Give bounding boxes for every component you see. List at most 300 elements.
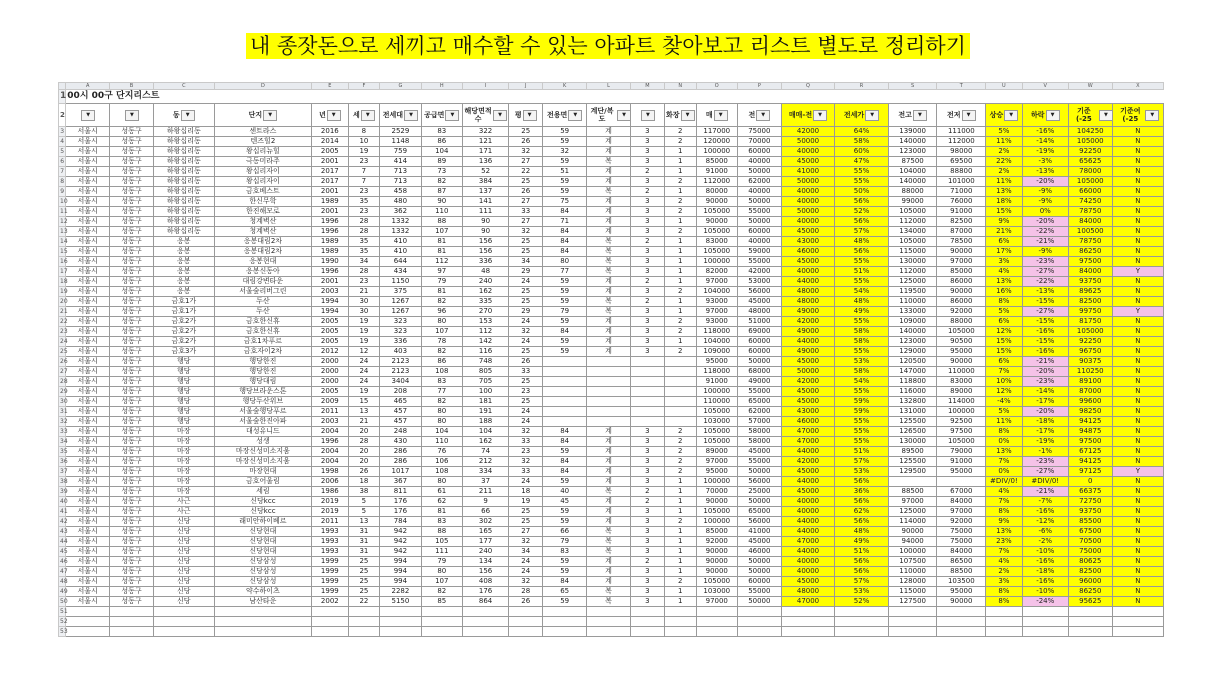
cell[interactable]: 2	[630, 237, 664, 247]
cell[interactable]: 7%	[986, 497, 1023, 507]
cell[interactable]: 375	[380, 287, 421, 297]
spreadsheet[interactable]	[58, 82, 1164, 684]
cell[interactable]: 176	[380, 507, 421, 517]
cell[interactable]: 3	[630, 337, 664, 347]
cell[interactable]: 80000	[696, 187, 737, 197]
cell[interactable]: 47000	[781, 427, 835, 437]
cell[interactable]: 5150	[380, 597, 421, 607]
cell[interactable]: 서울시	[66, 487, 110, 497]
header-cell[interactable]	[380, 104, 421, 127]
cell[interactable]: 45	[543, 497, 587, 507]
cell[interactable]: 59	[543, 477, 587, 487]
cell[interactable]: 38	[348, 487, 380, 497]
cell[interactable]: 2001	[312, 277, 349, 287]
cell[interactable]: 85	[421, 597, 462, 607]
cell[interactable]: 50000	[781, 137, 835, 147]
cell[interactable]: 50000	[737, 557, 781, 567]
cell[interactable]: 942	[380, 547, 421, 557]
cell[interactable]: 32	[509, 227, 543, 237]
cell[interactable]	[664, 617, 696, 627]
cell[interactable]: 서울시	[66, 537, 110, 547]
filter-dropdown-icon[interactable]: ▼	[865, 110, 879, 121]
cell[interactable]: N	[1112, 167, 1163, 177]
cell[interactable]: 994	[380, 557, 421, 567]
cell[interactable]: 171	[462, 147, 508, 157]
cell[interactable]: 25	[509, 237, 543, 247]
header-cell[interactable]	[312, 104, 349, 127]
cell[interactable]: 1332	[380, 227, 421, 237]
cell[interactable]: 42000	[781, 457, 835, 467]
cell[interactable]: -19%	[1022, 147, 1068, 157]
cell[interactable]: 80	[421, 567, 462, 577]
cell[interactable]: 118000	[696, 367, 737, 377]
cell[interactable]: 성동구	[110, 257, 154, 267]
cell[interactable]: 3	[630, 317, 664, 327]
cell[interactable]: N	[1112, 247, 1163, 257]
cell[interactable]: -23%	[1022, 377, 1068, 387]
cell[interactable]: 92500	[937, 417, 986, 427]
cell[interactable]: 하왕십리동	[153, 167, 214, 177]
cell[interactable]: 성동구	[110, 217, 154, 227]
cell[interactable]	[1068, 607, 1112, 617]
cell[interactable]: 96750	[1068, 347, 1112, 357]
cell[interactable]: 27	[509, 157, 543, 167]
cell[interactable]: 50000	[737, 167, 781, 177]
cell[interactable]: 336	[380, 337, 421, 347]
cell[interactable]: 성동구	[110, 297, 154, 307]
cell[interactable]	[312, 617, 349, 627]
cell[interactable]: 105000	[696, 247, 737, 257]
row-number[interactable]: 40	[60, 498, 68, 505]
cell[interactable]: 서울시	[66, 457, 110, 467]
cell[interactable]: 208	[380, 387, 421, 397]
cell[interactable]: 1	[664, 297, 696, 307]
cell[interactable]: 2	[664, 347, 696, 357]
cell[interactable]: N	[1112, 217, 1163, 227]
cell[interactable]: 신당kcc	[214, 497, 311, 507]
cell[interactable]: 2282	[380, 587, 421, 597]
cell[interactable]: 1996	[312, 437, 349, 447]
cell[interactable]: N	[1112, 327, 1163, 337]
cell[interactable]: 0%	[986, 467, 1023, 477]
cell[interactable]: 42000	[781, 127, 835, 137]
column-letter-A[interactable]: A	[66, 83, 110, 90]
cell[interactable]: 46000	[781, 417, 835, 427]
cell[interactable]: 362	[380, 207, 421, 217]
cell[interactable]: 31	[348, 537, 380, 547]
cell[interactable]: 서울시	[66, 367, 110, 377]
cell[interactable]: 105000	[696, 207, 737, 217]
cell[interactable]: 103500	[937, 577, 986, 587]
cell[interactable]: -19%	[1022, 437, 1068, 447]
cell[interactable]: N	[1112, 347, 1163, 357]
cell[interactable]: 94125	[1068, 457, 1112, 467]
cell[interactable]: 하왕십리동	[153, 197, 214, 207]
cell[interactable]: 15%	[986, 337, 1023, 347]
cell[interactable]: 1994	[312, 307, 349, 317]
cell[interactable]: 12	[348, 347, 380, 357]
cell[interactable]: 19	[348, 147, 380, 157]
cell[interactable]: 22	[348, 597, 380, 607]
cell[interactable]: 71000	[937, 187, 986, 197]
cell[interactable]: 79000	[937, 447, 986, 457]
cell[interactable]: 행당대림	[214, 377, 311, 387]
header-cell[interactable]	[66, 104, 110, 127]
cell[interactable]: 47%	[835, 157, 889, 167]
cell[interactable]: 80	[421, 417, 462, 427]
cell[interactable]: 29	[509, 307, 543, 317]
cell[interactable]: 112000	[937, 137, 986, 147]
cell[interactable]: 56%	[835, 517, 889, 527]
cell[interactable]: 35	[348, 197, 380, 207]
cell[interactable]: 1	[664, 187, 696, 197]
cell[interactable]	[630, 387, 664, 397]
cell[interactable]: 계	[587, 437, 631, 447]
cell[interactable]: 88000	[937, 317, 986, 327]
cell[interactable]: 행당	[153, 387, 214, 397]
cell[interactable]: 서울시	[66, 597, 110, 607]
cell[interactable]: 2004	[312, 457, 349, 467]
cell[interactable]: 2001	[312, 187, 349, 197]
cell[interactable]: 11%	[986, 417, 1023, 427]
cell[interactable]: 서울시	[66, 127, 110, 137]
cell[interactable]: 성동구	[110, 517, 154, 527]
header-cell[interactable]	[835, 104, 889, 127]
cell[interactable]: 1	[664, 477, 696, 487]
cell[interactable]	[110, 617, 154, 627]
row-number[interactable]: 39	[60, 488, 68, 495]
cell[interactable]: N	[1112, 137, 1163, 147]
row-number[interactable]: 2	[59, 104, 66, 127]
header-cell[interactable]	[587, 104, 631, 127]
cell[interactable]: 13%	[986, 447, 1023, 457]
cell[interactable]: N	[1112, 557, 1163, 567]
cell[interactable]: 156	[462, 567, 508, 577]
cell[interactable]: -12%	[1022, 517, 1068, 527]
cell[interactable]: 116	[462, 347, 508, 357]
cell[interactable]: 2005	[312, 387, 349, 397]
cell[interactable]: 24	[348, 357, 380, 367]
cell[interactable]: 19	[509, 497, 543, 507]
cell[interactable]: 26	[348, 467, 380, 477]
cell[interactable]: 99750	[1068, 307, 1112, 317]
row-number[interactable]: 49	[60, 588, 68, 595]
cell[interactable]: 2	[630, 167, 664, 177]
cell[interactable]: 58%	[835, 367, 889, 377]
row-number[interactable]: 36	[60, 458, 68, 465]
cell[interactable]	[781, 607, 835, 617]
cell[interactable]: 서울시	[66, 557, 110, 567]
cell[interactable]: -18%	[1022, 567, 1068, 577]
cell[interactable]: 12%	[986, 327, 1023, 337]
cell[interactable]: 계	[587, 517, 631, 527]
cell[interactable]: 마장신성미소지움	[214, 447, 311, 457]
cell[interactable]: 53000	[737, 277, 781, 287]
cell[interactable]: N	[1112, 277, 1163, 287]
cell[interactable]: -20%	[1022, 177, 1068, 187]
cell[interactable]: 2002	[312, 597, 349, 607]
cell[interactable]: 래미안하이베르	[214, 517, 311, 527]
cell[interactable]: 109000	[696, 347, 737, 357]
cell[interactable]: -21%	[1022, 487, 1068, 497]
cell[interactable]	[587, 417, 631, 427]
cell[interactable]: 하왕십리동	[153, 187, 214, 197]
cell[interactable]: 110000	[937, 367, 986, 377]
cell[interactable]: 83	[421, 127, 462, 137]
cell[interactable]: 59	[543, 347, 587, 357]
cell[interactable]: 92250	[1068, 337, 1112, 347]
cell[interactable]: 70500	[1068, 537, 1112, 547]
cell[interactable]: 80	[421, 407, 462, 417]
header-cell[interactable]	[630, 104, 664, 127]
cell[interactable]: 2	[664, 427, 696, 437]
cell[interactable]: 105000	[696, 577, 737, 587]
cell[interactable]: 103000	[696, 417, 737, 427]
cell[interactable]: 89	[421, 157, 462, 167]
cell[interactable]: 25	[509, 517, 543, 527]
cell[interactable]: 156	[462, 237, 508, 247]
cell[interactable]: 성동구	[110, 177, 154, 187]
cell[interactable]: 2	[630, 497, 664, 507]
cell[interactable]: 서울시	[66, 207, 110, 217]
cell[interactable]: 78000	[1068, 167, 1112, 177]
cell[interactable]: 35	[348, 247, 380, 257]
cell[interactable]: 211	[462, 487, 508, 497]
cell[interactable]	[543, 617, 587, 627]
cell[interactable]: 131000	[888, 407, 937, 417]
cell[interactable]: 67500	[1068, 527, 1112, 537]
cell[interactable]: 24	[509, 337, 543, 347]
cell[interactable]: 77	[421, 387, 462, 397]
cell[interactable]	[737, 627, 781, 637]
cell[interactable]: 111000	[937, 127, 986, 137]
cell[interactable]: 162	[462, 287, 508, 297]
cell[interactable]: 40000	[781, 187, 835, 197]
cell[interactable]: 복	[587, 487, 631, 497]
cell[interactable]: 65000	[737, 507, 781, 517]
cell[interactable]: 계	[587, 127, 631, 137]
cell[interactable]: 신당	[153, 587, 214, 597]
cell[interactable]: 57%	[835, 227, 889, 237]
cell[interactable]: 130000	[888, 437, 937, 447]
cell[interactable]	[1112, 607, 1163, 617]
column-letter-F[interactable]: F	[348, 83, 380, 90]
cell[interactable]: 대림강변타운	[214, 277, 311, 287]
row-number[interactable]: 28	[60, 378, 68, 385]
cell[interactable]: 24	[509, 277, 543, 287]
cell[interactable]	[937, 607, 986, 617]
cell[interactable]: 64%	[835, 127, 889, 137]
cell[interactable]: 90000	[937, 597, 986, 607]
cell[interactable]	[66, 627, 110, 637]
cell[interactable]: 87000	[1068, 387, 1112, 397]
cell[interactable]: 41000	[781, 167, 835, 177]
cell[interactable]: 118800	[888, 377, 937, 387]
cell[interactable]: 86	[421, 137, 462, 147]
cell[interactable]	[421, 617, 462, 627]
cell[interactable]: 2529	[380, 127, 421, 137]
row-number[interactable]: 26	[60, 358, 68, 365]
cell[interactable]: 하왕십리동	[153, 227, 214, 237]
cell[interactable]: N	[1112, 297, 1163, 307]
cell[interactable]: 92000	[937, 517, 986, 527]
cell[interactable]: 942	[380, 527, 421, 537]
row-number[interactable]: 53	[60, 628, 68, 635]
cell[interactable]: 서울시	[66, 267, 110, 277]
cell[interactable]: 44000	[781, 517, 835, 527]
cell[interactable]: 111	[421, 547, 462, 557]
cell[interactable]: 45000	[781, 387, 835, 397]
cell[interactable]	[986, 607, 1023, 617]
cell[interactable]: 성동구	[110, 587, 154, 597]
cell[interactable]: 105000	[888, 207, 937, 217]
cell[interactable]: 신당삼성	[214, 557, 311, 567]
cell[interactable]: 서울시	[66, 167, 110, 177]
cell[interactable]: 계	[587, 347, 631, 357]
cell[interactable]: 62000	[737, 177, 781, 187]
cell[interactable]: 55%	[835, 387, 889, 397]
cell[interactable]: 2001	[312, 157, 349, 167]
cell[interactable]: 91000	[937, 457, 986, 467]
cell[interactable]: 384	[462, 177, 508, 187]
cell[interactable]: 56000	[737, 477, 781, 487]
cell[interactable]: 110000	[888, 567, 937, 577]
cell[interactable]: 104000	[696, 287, 737, 297]
cell[interactable]: 서울시	[66, 137, 110, 147]
cell[interactable]: 107	[421, 227, 462, 237]
cell[interactable]: 15%	[986, 207, 1023, 217]
cell[interactable]: 복	[587, 587, 631, 597]
cell[interactable]: 1150	[380, 277, 421, 287]
cell[interactable]: 24	[509, 317, 543, 327]
cell[interactable]: 서울시	[66, 197, 110, 207]
cell[interactable]: 서울시	[66, 447, 110, 457]
column-letter-N[interactable]: N	[664, 83, 696, 90]
filter-dropdown-icon[interactable]: ▼	[568, 110, 582, 121]
cell[interactable]: 58000	[737, 427, 781, 437]
cell[interactable]	[1068, 617, 1112, 627]
cell[interactable]: 23	[509, 387, 543, 397]
column-letter-O[interactable]: O	[696, 83, 737, 90]
cell[interactable]: 50000	[737, 597, 781, 607]
cell[interactable]: 86	[421, 357, 462, 367]
cell[interactable]: 100000	[696, 517, 737, 527]
cell[interactable]: 1	[664, 527, 696, 537]
cell[interactable]: 408	[462, 577, 508, 587]
cell[interactable]: 134	[462, 557, 508, 567]
cell[interactable]: 110	[421, 207, 462, 217]
column-letter-X[interactable]: X	[1112, 83, 1163, 90]
cell[interactable]: 367	[380, 477, 421, 487]
cell[interactable]: -3%	[1022, 157, 1068, 167]
cell[interactable]: 48000	[781, 297, 835, 307]
cell[interactable]: 복	[587, 527, 631, 537]
cell[interactable]: 90	[462, 227, 508, 237]
cell[interactable]: 1999	[312, 577, 349, 587]
cell[interactable]: 계	[587, 447, 631, 457]
row-number[interactable]: 5	[60, 148, 65, 155]
cell[interactable]	[153, 627, 214, 637]
cell[interactable]: 29	[509, 267, 543, 277]
cell[interactable]: 40000	[781, 557, 835, 567]
cell[interactable]: 66375	[1068, 487, 1112, 497]
cell[interactable]: 60000	[737, 577, 781, 587]
cell[interactable]: 105000	[696, 427, 737, 437]
header-cell[interactable]	[421, 104, 462, 127]
cell[interactable]	[421, 607, 462, 617]
filter-dropdown-icon[interactable]: ▼	[125, 110, 139, 121]
cell[interactable]	[543, 397, 587, 407]
cell[interactable]: 1	[664, 497, 696, 507]
cell[interactable]: 3	[630, 577, 664, 587]
cell[interactable]	[587, 617, 631, 627]
cell[interactable]: 3	[630, 597, 664, 607]
cell[interactable]: 465	[380, 397, 421, 407]
cell[interactable]: 3	[630, 527, 664, 537]
header-cell[interactable]	[110, 104, 154, 127]
cell[interactable]: -15%	[1022, 337, 1068, 347]
cell[interactable]: 성동구	[110, 367, 154, 377]
cell[interactable]: 85500	[1068, 517, 1112, 527]
cell[interactable]: 84	[543, 427, 587, 437]
cell[interactable]: 66	[543, 527, 587, 537]
cell[interactable]: 91000	[696, 167, 737, 177]
cell[interactable]: 3	[630, 537, 664, 547]
cell[interactable]: 84	[543, 457, 587, 467]
row-number[interactable]: 18	[60, 278, 68, 285]
column-letter-R[interactable]: R	[835, 83, 889, 90]
cell[interactable]: 서울시	[66, 407, 110, 417]
filter-dropdown-icon[interactable]: ▼	[327, 110, 341, 121]
header-cell[interactable]	[888, 104, 937, 127]
cell[interactable]: 마장신성미소지움	[214, 457, 311, 467]
cell[interactable]: 신당	[153, 547, 214, 557]
cell[interactable]: 53%	[835, 357, 889, 367]
cell[interactable]: 105000	[937, 327, 986, 337]
cell[interactable]: 80625	[1068, 557, 1112, 567]
cell[interactable]: 25	[509, 287, 543, 297]
cell[interactable]	[587, 357, 631, 367]
cell[interactable]: N	[1112, 537, 1163, 547]
cell[interactable]: 계	[587, 467, 631, 477]
cell[interactable]: 2006	[312, 477, 349, 487]
cell[interactable]: 302	[462, 517, 508, 527]
cell[interactable]: 서울시	[66, 387, 110, 397]
filter-dropdown-icon[interactable]: ▼	[756, 110, 770, 121]
cell[interactable]: 105000	[696, 507, 737, 517]
cell[interactable]: 청계벽산	[214, 217, 311, 227]
cell[interactable]	[214, 627, 311, 637]
cell[interactable]: 50000	[737, 497, 781, 507]
cell[interactable]: 계	[587, 507, 631, 517]
cell[interactable]: 신당kcc	[214, 507, 311, 517]
cell[interactable]: 105000	[696, 437, 737, 447]
cell[interactable]: 81	[421, 237, 462, 247]
cell[interactable]: 56%	[835, 557, 889, 567]
cell[interactable]: 100000	[937, 407, 986, 417]
cell[interactable]: 32	[509, 147, 543, 157]
cell[interactable]: 76	[421, 447, 462, 457]
cell[interactable]: 행당	[153, 397, 214, 407]
cell[interactable]	[543, 377, 587, 387]
cell[interactable]: 112000	[888, 217, 937, 227]
cell[interactable]: 1	[664, 537, 696, 547]
row-number[interactable]: 9	[60, 188, 65, 195]
cell[interactable]: 28	[348, 217, 380, 227]
cell[interactable]: 120000	[696, 137, 737, 147]
cell[interactable]: N	[1112, 447, 1163, 457]
cell[interactable]: 성동구	[110, 527, 154, 537]
